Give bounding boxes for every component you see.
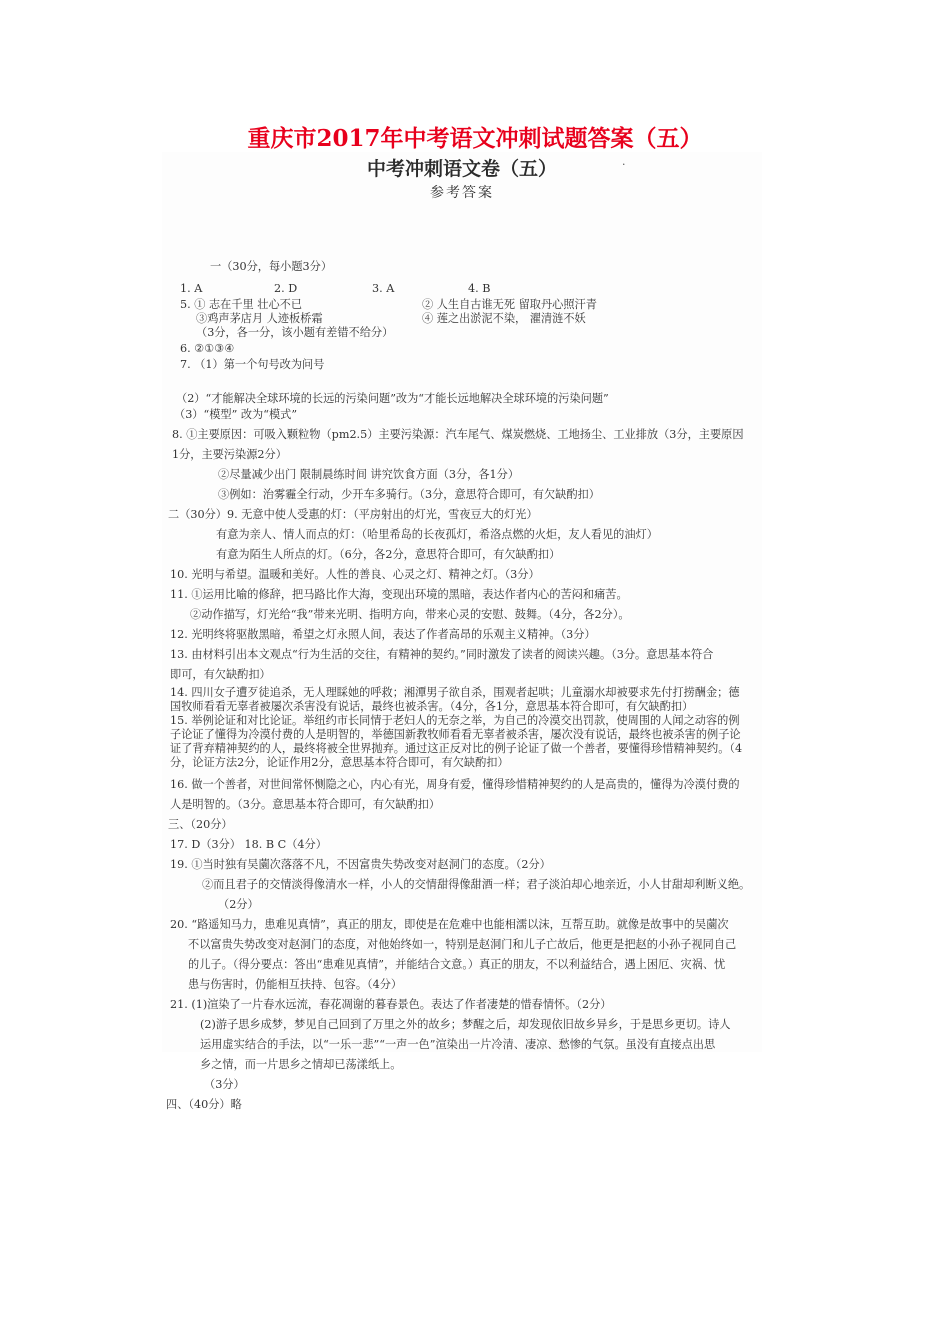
answer-line: 7. （1）第一个句号改为问号 [180,358,325,371]
answer-subtitle: 参考答案 [430,185,494,201]
answer-line: 国牧师看看无辜者被屡次杀害没有说话，最终也被杀害。（4分，各1分，意思基本符合即可，有欠缺酌扣） [170,700,694,713]
answer-line: ②动作描写，灯光给“我”带来光明、指明方向，带来心灵的安慰、鼓舞。（4分，各2分）。 [190,608,630,621]
answer-line: 不以富贵失势改变对赵洞门的态度，对他始终如一，特别是赵洞门和儿子亡故后，他更是把赵的小孙子视同自己 [188,938,737,951]
answer-line: 12. 光明终将驱散黑暗，希望之灯永照人间，表达了作者高昂的乐观主义精神。（3分） [170,628,596,641]
answer-line: 二（30分）9. 无意中使人受惠的灯：（平房射出的灯光，雪夜豆大的灯光） [168,508,538,521]
answer-line: 17. D（3分） 18. B C（4分） [170,838,327,851]
answer-line: ②尽量减少出门 限制晨练时间 讲究饮食方面（3分，各1分） [218,468,520,481]
answer-line: 1. A [180,282,203,295]
answer-line: 6. ②①③④ [180,342,235,355]
answer-line: 有意为陌生人所点的灯。（6分，各2分，意思符合即可，有欠缺酌扣） [216,548,561,561]
answer-line: 一（30分，每小题3分） [210,260,333,273]
answer-line: 8. ①主要原因：可吸入颗粒物（pm2.5）主要污染源：汽车尾气、煤炭燃烧、工地扬尘、工业排放（3分，主要原因 [172,428,744,441]
answer-line: ② 人生自古谁无死 留取丹心照汗青 [422,298,597,311]
answer-line: 11. ①运用比喻的修辞，把马路比作大海，变现出环境的黑暗，表达作者内心的苦闷和痛苦。 [170,588,628,601]
answer-line: ③例如：治雾霾全行动，少开车多骑行。（3分，意思符合即可，有欠缺酌扣） [218,488,600,501]
answer-line: 运用虚实结合的手法，以“一乐一悲”“一声一色”渲染出一片冷清、凄凉、愁惨的气氛。虽没有直接点出思 [200,1038,716,1051]
answer-line: 14. 四川女子遭歹徒追杀，无人理睬她的呼救；湘潭男子欲自杀，围观者起哄；儿童溺水却被要求先付打捞酬金；德 [170,686,740,699]
answer-line: 16. 做一个善者，对世间常怀恻隐之心，内心有光，周身有爱，懂得珍惜精神契约的人是高贵的，懂得为冷漠付费的 [170,778,740,791]
answer-line: 13. 由材料引出本文观点“行为生活的交往，有精神的契约。”同时激发了读者的阅读兴趣。（3分。意思基本符合 [170,648,714,661]
answer-line: ④ 莲之出淤泥不染， 濯清涟不妖 [422,312,586,325]
answer-line: 证了背弃精神契约的人，最终将被全世界抛弃。通过这正反对比的例子论证了做一个善者，要懂得珍惜精神契约。（4 [170,742,743,755]
answer-line: 20. “路遥知马力，患难见真情”，真正的朋友，即使是在危难中也能相濡以沫，互帮互助。就像是故事中的吴薗次 [170,918,729,931]
answer-line: 15. 举例论证和对比论证。举纽约市长同情于老妇人的无奈之举，为自己的冷漠交出罚款，使周围的人闻之动容的例 [170,714,740,727]
document-title: 重庆市2017年中考语文冲刺试题答案（五） [247,125,703,152]
answer-line: （3）“模型” 改为“模式” [174,408,298,421]
paper-title: 中考冲刺语文卷（五） [366,158,557,180]
answer-line: 患与伤害时，仍能相互扶持、包容。（4分） [188,978,403,991]
answer-line: 10. 光明与希望。温暖和美好。人性的善良、心灵之灯、精神之灯。（3分） [170,568,540,581]
answer-line: 3. A [372,282,395,295]
answer-line: 四、（40分）略 [166,1098,242,1111]
answer-line: 有意为亲人、情人而点的灯：（哈里希岛的长夜孤灯，希洛点燃的火炬，友人看见的油灯） [216,528,658,541]
answer-line: 2. D [274,282,298,295]
answer-line: 乡之情，而一片思乡之情却已荡漾纸上。 [200,1058,402,1071]
answer-line: 子论证了懂得为冷漠付费的人是明智的，举德国新教牧师看看无辜者被杀害，屡次没有说话，最终也被杀害的例子论 [170,728,741,741]
answer-line: ②而且君子的交情淡得像清水一样，小人的交情甜得像甜酒一样；君子淡泊却心地亲近，小人甘甜却利断义绝。 [202,878,751,891]
answer-line: 19. ①当时独有吴薗次落落不凡，不因富贵失势改变对赵洞门的态度。（2分） [170,858,551,871]
answer-line: 21. (1)渲染了一片春水远流，春花凋谢的暮春景色。表达了作者凄楚的惜春情怀。（2分） [170,998,612,1011]
answer-line: 4. B [468,282,491,295]
answer-line: ③鸡声茅店月 人迹板桥霜 [196,312,323,325]
answer-line: 分，论证方法2分，论证作用2分，意思基本符合即可，有欠缺酌扣） [170,756,509,769]
answer-line: (2)游子思乡成梦，梦见自己回到了万里之外的故乡；梦醒之后，却发现依旧故乡异乡，于是思乡更切。诗人 [200,1018,731,1031]
answer-line: （3分，各一分，该小题有差错不给分） [196,326,394,339]
answer-line: （2分） [218,898,259,911]
answer-line: （3分） [204,1078,245,1091]
answer-line: 人是明智的。（3分。意思基本符合即可，有欠缺酌扣） [170,798,441,811]
answer-line: 1分，主要污染源2分） [172,448,287,461]
answer-line: 三、（20分） [168,818,233,831]
answer-line: （2）“才能解决全球环境的长远的污染问题”改为“才能长远地解决全球环境的污染问题” [176,392,609,405]
paper-mark: · [622,158,626,171]
answer-line: 即可，有欠缺酌扣） [170,668,271,681]
scanned-answer-sheet [162,152,762,1111]
answer-line: 5. ① 志在千里 壮心不已 [180,298,303,311]
answer-line: 的儿子。（得分要点：答出“患难见真情”，并能结合文意。）真正的朋友，不以利益结合，遇上困厄、灾祸、忧 [188,958,726,971]
